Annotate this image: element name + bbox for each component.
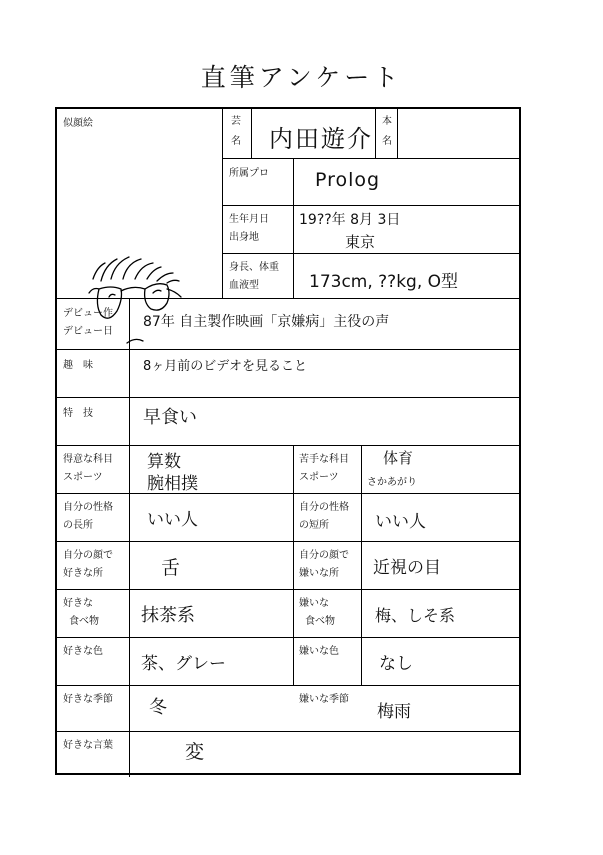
- hobby-label: 趣 味: [63, 360, 93, 371]
- skill-label: 特 技: [63, 408, 93, 419]
- word-like-value: 変: [185, 741, 205, 763]
- fav-subject-label-2: スポーツ: [63, 472, 103, 483]
- divider: [57, 445, 521, 446]
- divider: [222, 253, 521, 254]
- divider: [397, 109, 398, 158]
- face-dislike-value: 近視の目: [373, 558, 441, 578]
- personality-good-label-1: 自分の性格: [63, 502, 113, 513]
- debut-label-1: デビュー作: [63, 308, 113, 319]
- weak-subject-value: 体育: [383, 449, 414, 467]
- word-like-label: 好きな言葉: [63, 740, 113, 751]
- birthplace-value: 東京: [345, 233, 376, 251]
- divider: [222, 158, 521, 159]
- color-like-value: 茶、グレー: [141, 654, 226, 674]
- divider: [251, 109, 252, 158]
- portrait-sketch: [87, 249, 197, 359]
- birth-date-value: 19??年 8月 3日: [299, 212, 401, 228]
- debut-value: 87年 自主製作映画「京嫌病」主役の声: [143, 314, 390, 330]
- divider: [222, 205, 521, 206]
- divider: [293, 445, 294, 685]
- personality-bad-value: いい人: [375, 512, 426, 532]
- personality-bad-label-1: 自分の性格: [299, 502, 349, 513]
- weak-subject-label-2: スポーツ: [299, 472, 339, 483]
- fav-sport-value: 腕相撲: [147, 474, 198, 494]
- season-dislike-value: 梅雨: [377, 702, 411, 722]
- divider: [57, 493, 521, 494]
- divider: [57, 731, 521, 732]
- real-name-label-2: 名: [382, 136, 392, 147]
- season-like-label: 好きな季節: [63, 694, 113, 705]
- birth-label-1: 生年月日: [229, 214, 269, 225]
- divider: [57, 637, 521, 638]
- divider: [57, 397, 521, 398]
- birth-label-2: 出身地: [229, 232, 259, 243]
- face-like-label-1: 自分の顔で: [63, 550, 113, 561]
- weak-sport-value: さかあがり: [367, 477, 417, 488]
- debut-label-2: デビュー日: [63, 326, 113, 337]
- body-label-1: 身長、体重: [229, 262, 279, 273]
- food-like-label-1: 好きな: [63, 598, 93, 609]
- season-dislike-label: 嫌いな季節: [299, 694, 349, 705]
- divider: [375, 109, 376, 158]
- fav-subject-label-1: 得意な科目: [63, 454, 113, 465]
- agency-value: Prolog: [315, 169, 381, 191]
- stage-name-value: 内田遊介: [269, 125, 373, 153]
- weak-subject-label-1: 苦手な科目: [299, 454, 349, 465]
- divider: [129, 298, 130, 777]
- face-dislike-label-2: 嫌いな所: [299, 568, 339, 579]
- divider: [57, 589, 521, 590]
- portrait-label: 似顔絵: [63, 118, 93, 129]
- divider: [293, 158, 294, 298]
- personality-bad-label-2: の短所: [299, 520, 329, 531]
- season-like-value: 冬: [149, 697, 167, 718]
- food-like-label-2: 食べ物: [69, 616, 99, 627]
- fav-subject-value: 算数: [147, 452, 181, 472]
- color-dislike-value: なし: [379, 654, 413, 674]
- color-dislike-label: 嫌いな色: [299, 646, 339, 657]
- color-like-label: 好きな色: [63, 646, 103, 657]
- stage-name-label-1: 芸: [231, 116, 241, 127]
- agency-label: 所属プロ: [229, 168, 269, 179]
- divider: [57, 685, 521, 686]
- stage-name-label-2: 名: [231, 136, 241, 147]
- skill-value: 早食い: [143, 407, 197, 428]
- real-name-label-1: 本: [382, 116, 392, 127]
- food-like-value: 抹茶系: [141, 605, 195, 626]
- food-dislike-label-1: 嫌いな: [299, 598, 329, 609]
- food-dislike-label-2: 食べ物: [305, 616, 335, 627]
- page-title: 直筆アンケート: [200, 63, 403, 92]
- body-label-2: 血液型: [229, 280, 259, 291]
- food-dislike-value: 梅、しそ系: [375, 606, 456, 625]
- questionnaire-form: [55, 107, 521, 775]
- personality-good-label-2: の長所: [63, 520, 93, 531]
- hobby-value: 8ヶ月前のビデオを見ること: [143, 359, 308, 374]
- divider: [361, 445, 362, 685]
- divider: [222, 109, 223, 298]
- divider: [57, 541, 521, 542]
- face-like-value: 舌: [161, 557, 181, 579]
- body-stats-value: 173cm, ??kg, O型: [309, 272, 459, 292]
- personality-good-value: いい人: [147, 510, 198, 530]
- face-like-label-2: 好きな所: [63, 568, 103, 579]
- face-dislike-label-1: 自分の顔で: [299, 550, 349, 561]
